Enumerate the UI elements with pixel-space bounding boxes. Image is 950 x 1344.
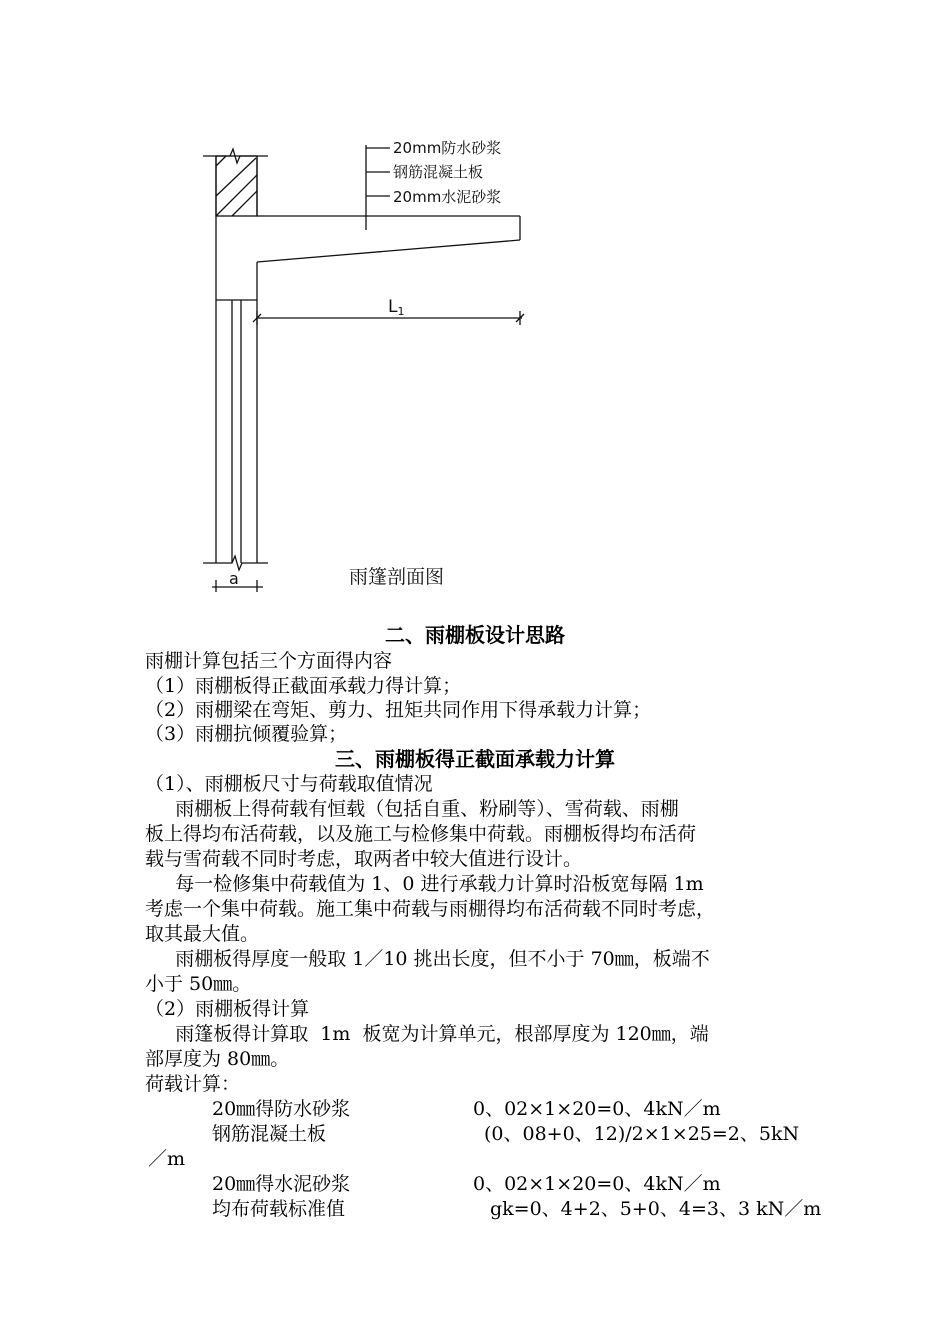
figure-caption: 雨篷剖面图 — [349, 566, 445, 588]
hatched-block — [216, 156, 257, 216]
paragraph-3-line-1: 雨棚板得厚度一般取 1／10 挑出长度，但不小于 70㎜，板端不 — [145, 948, 710, 970]
layer-label-cement-mortar: 20mm水泥砂浆 — [393, 188, 502, 206]
load-calculation-title: 荷载计算： — [145, 1073, 241, 1095]
canopy-section-drawing — [0, 0, 950, 610]
section-2-item-3: （3）雨棚抗倾覆验算； — [145, 723, 348, 745]
load-value-uniform-standard: gk=0、4+2、5+0、4=3、3 kN／m — [490, 1198, 822, 1220]
paragraph-2-line-2: 考虑一个集中荷载。施工集中荷载与雨棚得均布活荷载不同时考虑， — [145, 898, 716, 920]
slab-bottom — [257, 240, 520, 262]
paragraph-2-line-3: 取其最大值。 — [145, 923, 260, 945]
wall-dimension-label: a — [229, 569, 239, 588]
load-name-cement-mortar: 20㎜得水泥砂浆 — [212, 1173, 351, 1195]
section-2-intro: 雨棚计算包括三个方面得内容 — [145, 650, 393, 672]
paragraph-4-line-2: 部厚度为 80㎜。 — [145, 1048, 290, 1070]
paragraph-4-line-1: 雨篷板得计算取 1m 板宽为计算单元，根部厚度为 120㎜，端 — [145, 1023, 709, 1045]
section-3-title: 三、雨棚板得正截面承载力计算 — [335, 747, 615, 771]
span-dimension-label: L1 — [388, 297, 405, 318]
section-3-subheading-2: （2）雨棚板得计算 — [145, 998, 310, 1020]
load-value-concrete-slab-unit: ／m — [148, 1148, 186, 1170]
section-2-item-1: （1）雨棚板得正截面承载力得计算； — [145, 675, 462, 697]
load-name-uniform-standard: 均布荷载标准值 — [212, 1198, 346, 1220]
paragraph-2-line-1: 每一检修集中荷载值为 1、0 进行承载力计算时沿板宽每隔 1m — [145, 873, 704, 895]
paragraph-3-line-2: 小于 50㎜。 — [145, 973, 252, 995]
load-value-waterproof-mortar: 0、02×1×20=0、4kN／m — [473, 1098, 721, 1120]
section-2-title: 二、雨棚板设计思路 — [385, 623, 565, 647]
load-value-cement-mortar: 0、02×1×20=0、4kN／m — [473, 1173, 721, 1195]
layer-label-concrete-slab: 钢筋混凝土板 — [393, 163, 484, 181]
paragraph-1-line-1: 雨棚板上得荷载有恒载（包括自重、粉刷等）、雪荷载、雨棚 — [145, 798, 679, 820]
wall-break-bottom — [203, 556, 268, 570]
layer-label-waterproof-mortar: 20mm防水砂浆 — [393, 139, 502, 157]
paragraph-1-line-2: 板上得均布活荷载，以及施工与检修集中荷载。雨棚板得均布活荷 — [145, 823, 697, 845]
section-3-subheading-1: （1）、雨棚板尺寸与荷载取值情况 — [145, 773, 433, 795]
section-2-item-2: （2）雨棚梁在弯矩、剪力、扭矩共同作用下得承载力计算； — [145, 699, 652, 721]
load-name-concrete-slab: 钢筋混凝土板 — [212, 1123, 327, 1145]
load-name-waterproof-mortar: 20㎜得防水砂浆 — [212, 1098, 351, 1120]
paragraph-1-line-3: 载与雪荷载不同时考虑，取两者中较大值进行设计。 — [145, 848, 583, 870]
load-value-concrete-slab: (0、08+0、12)/2×1×25=2、5kN — [484, 1123, 800, 1145]
